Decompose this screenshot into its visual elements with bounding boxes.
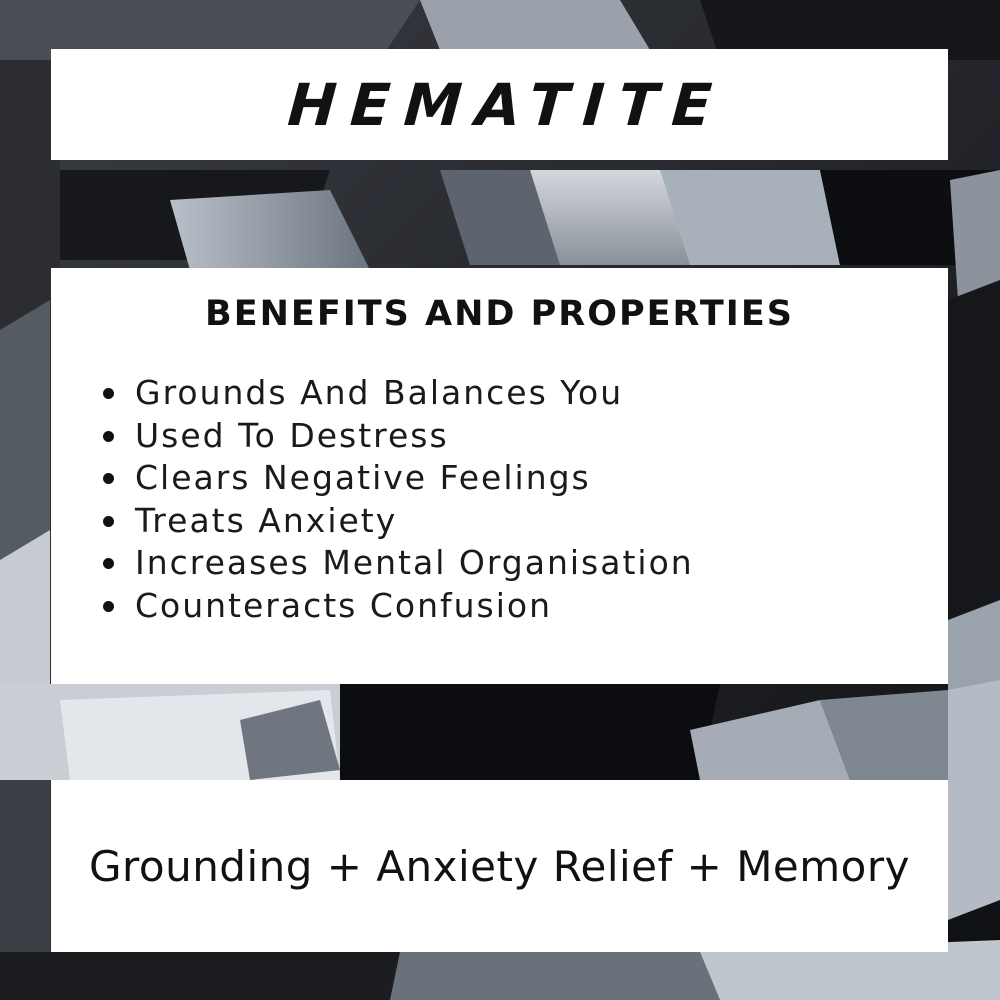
- list-item-label: Grounds And Balances You: [135, 373, 624, 412]
- bullet-icon: [103, 473, 114, 484]
- title-banner: [51, 49, 948, 160]
- list-item: [135, 415, 694, 458]
- tagline: Grounding + Anxiety Relief + Memory: [88, 841, 911, 891]
- list-item-label: Used To Destress: [135, 415, 449, 455]
- bullet-icon: [103, 431, 114, 442]
- list-item: [135, 372, 694, 415]
- list-item: [135, 585, 694, 628]
- tagline-banner: [51, 780, 948, 952]
- list-item: [135, 542, 694, 585]
- benefits-panel: [51, 268, 948, 684]
- bullet-icon: [103, 388, 114, 399]
- bullet-icon: [103, 601, 114, 612]
- list-item-label: Increases Mental Organisation: [135, 543, 694, 582]
- bullet-icon: [103, 558, 114, 569]
- list-item-label: Clears Negative Feelings: [135, 458, 591, 497]
- list-item-label: Treats Anxiety: [135, 500, 398, 540]
- benefits-heading: BENEFITS AND PROPERTIES: [205, 294, 794, 334]
- list-item-label: Counteracts Confusion: [135, 585, 553, 625]
- list-item: [135, 457, 694, 500]
- page-title: HEMATITE: [285, 70, 728, 139]
- bullet-icon: [103, 516, 114, 527]
- benefits-list: [135, 372, 694, 627]
- list-item: [135, 500, 694, 543]
